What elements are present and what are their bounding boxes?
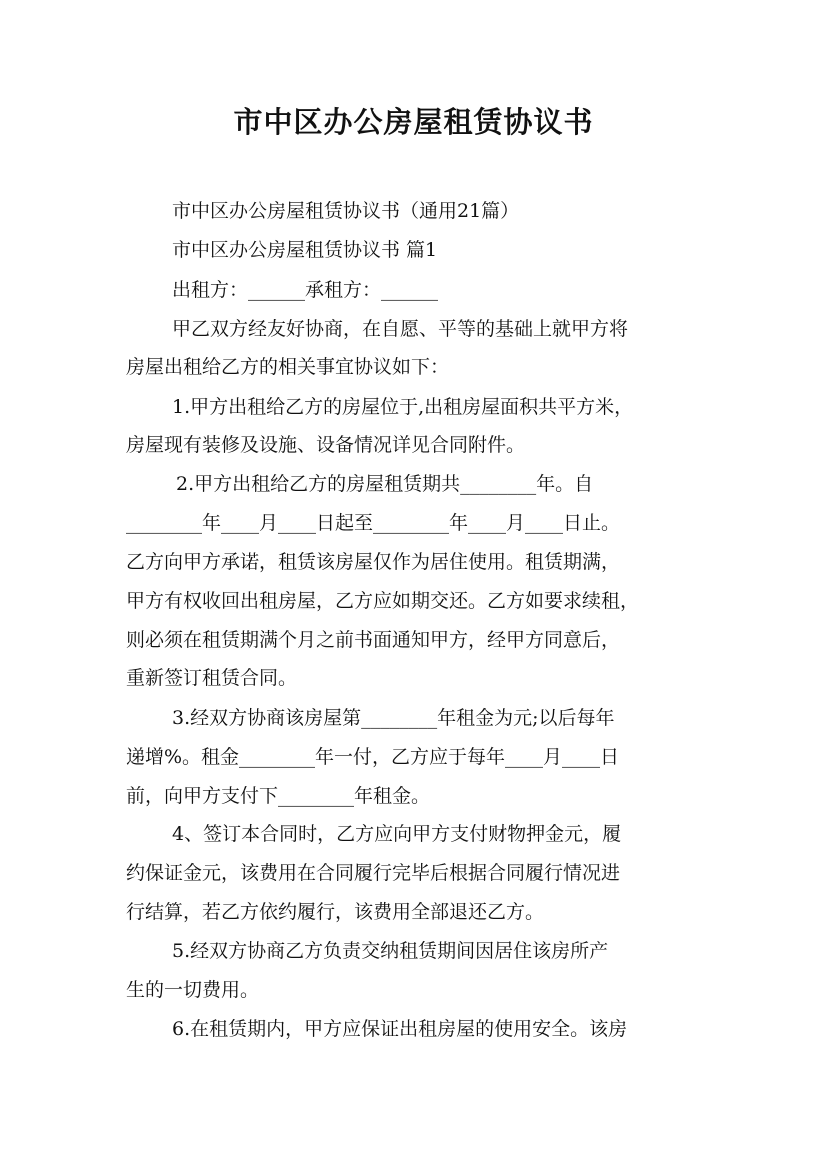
clause-3-line: 3.经双方协商该房屋第________年租金为元;以后每年 xyxy=(172,707,615,729)
subtitle-line: 市中区办公房屋租赁协议书（通用21篇） xyxy=(172,200,520,222)
paragraph-line: 房屋出租给乙方的相关事宜协议如下： xyxy=(126,356,450,378)
clause-5-line: 5.经双方协商乙方负责交纳租赁期间因居住该房所产 xyxy=(172,940,609,962)
section-heading: 市中区办公房屋租赁协议书 篇1 xyxy=(172,239,438,261)
clause-3-line: 前，向甲方支付下________年租金。 xyxy=(126,785,431,807)
clause-2-line: 2.甲方出租给乙方的房屋租赁期共________年。自 xyxy=(176,473,594,495)
clause-2-line: ________年____月____日起至________年____月____日止。 xyxy=(126,512,621,534)
clause-5-line: 生的一切费用。 xyxy=(126,979,260,1001)
clause-2-line: 甲方有权收回出租房屋，乙方应如期交还。乙方如要求续租， xyxy=(126,590,640,612)
paragraph-line: 甲乙双方经友好协商，在自愿、平等的基础上就甲方将 xyxy=(172,318,629,340)
document-title: 市中区办公房屋租赁协议书 xyxy=(233,105,594,139)
clause-2-line: 则必须在租赁期满个月之前书面通知甲方，经甲方同意后， xyxy=(126,629,621,651)
clause-1-line: 房屋现有装修及设施、设备情况详见合同附件。 xyxy=(126,434,526,456)
clause-6-line: 6.在租赁期内，甲方应保证出租房屋的使用安全。该房 xyxy=(172,1018,628,1040)
clause-4-line: 行结算，若乙方依约履行，该费用全部退还乙方。 xyxy=(126,901,545,923)
clause-4-line: 约保证金元，该费用在合同履行完毕后根据合同履行情况进 xyxy=(126,862,621,884)
clause-2-line: 乙方向甲方承诺，租赁该房屋仅作为居住使用。租赁期满， xyxy=(126,551,621,573)
clause-1-line: 1.甲方出租给乙方的房屋位于,出租房屋面积共平方米， xyxy=(172,396,634,418)
clause-2-line: 重新签订租赁合同。 xyxy=(126,667,298,689)
clause-3-line: 递增%。租金________年一付，乙方应于每年____月____日 xyxy=(126,746,620,768)
clause-4-line: 4、签订本合同时，乙方应向甲方支付财物押金元，履 xyxy=(172,823,622,845)
parties-line: 出租方：______承租方：______ xyxy=(172,279,439,301)
